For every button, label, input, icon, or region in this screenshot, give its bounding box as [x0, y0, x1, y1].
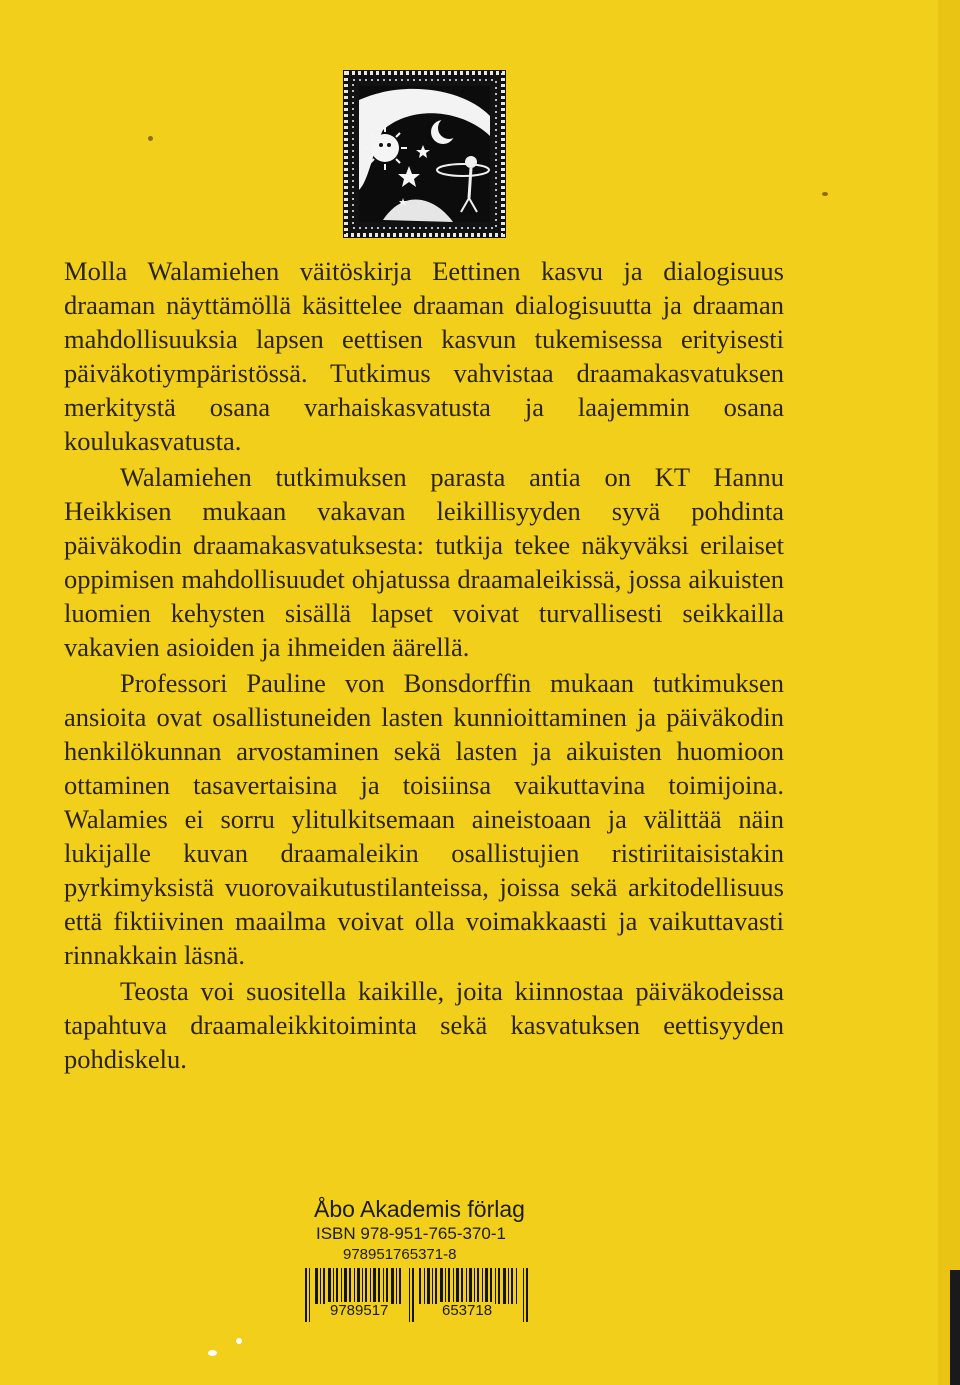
- speck: [236, 1338, 242, 1344]
- speck: [208, 1350, 217, 1356]
- description-paragraph: Professori Pauline von Bonsdorffin mukaan tutkimuksen ansioita ovat osallistuneiden lasten kunnioittaminen ja päiväkodin henkilökunnan arvostaminen sekä lasten ja aikuisten huomioon ottaminen tasavertaisina ja toisiinsa vaikuttavina toimijoina. Walamies ei sorru ylitulkitsemaan aineistoaan ja välittää näin lukijalle kuvan draamaleikin osallistujien ristiriitaisistakin pyrkimyksistä vuorovaikutustilanteissa, joissa sekä arkitodellisuus että fiktiivinen maailma voivat olla voimakkaasti ja vaikuttavasti rinnakkain läsnä.: [64, 668, 784, 970]
- book-description: [64, 254, 784, 1076]
- barcode-left-digits: 9789517: [330, 1302, 389, 1319]
- moon-stars-figure-icon: [343, 70, 506, 238]
- isbn-number: ISBN 978-951-765-370-1: [316, 1224, 506, 1243]
- publisher-block: [300, 1195, 580, 1245]
- barcode-number: 978951765371-8: [343, 1246, 457, 1263]
- description-paragraph: Molla Walamiehen väitöskirja Eettinen kasvu ja dialogisuus draaman näyttämöllä käsittelee draaman dialogisuutta ja draaman mahdollisuuksia lapsen eettisen kasvun tukemisessa erityisesti päiväkotiympäristössä. Tutkimus vahvistaa draamakasvatuksen merkitystä osana varhaiskasvatusta ja laajemmin osana koulukasvatusta.: [64, 256, 784, 456]
- description-paragraph: Walamiehen tutkimuksen parasta antia on KT Hannu Heikkisen mukaan vakavan leikillisyyden syvä pohdinta päiväkodin draamakasvatuksesta: tutkija tekee näkyväksi erilaiset oppimisen mahdollisuudet ohjatussa draamaleikissä, jossa aikuisten luomien kehysten sisällä lapset voivat turvallisesti seikkailla vakavien asioiden ja ihmeiden äärellä.: [64, 462, 784, 662]
- description-paragraph: Teosta voi suositella kaikille, joita kiinnostaa päiväkodeissa tapahtuva draamaleikkitoiminta sekä kasvatuksen eettisyyden pohdiskelu.: [64, 976, 784, 1074]
- cover-illustration: [343, 70, 506, 238]
- barcode-right-digits: 653718: [442, 1302, 493, 1319]
- speck: [148, 136, 153, 141]
- publisher-name: Åbo Akademis förlag: [314, 1196, 525, 1222]
- spine-shadow: [950, 1270, 960, 1385]
- spine-edge: [938, 0, 960, 1385]
- speck: [822, 192, 828, 196]
